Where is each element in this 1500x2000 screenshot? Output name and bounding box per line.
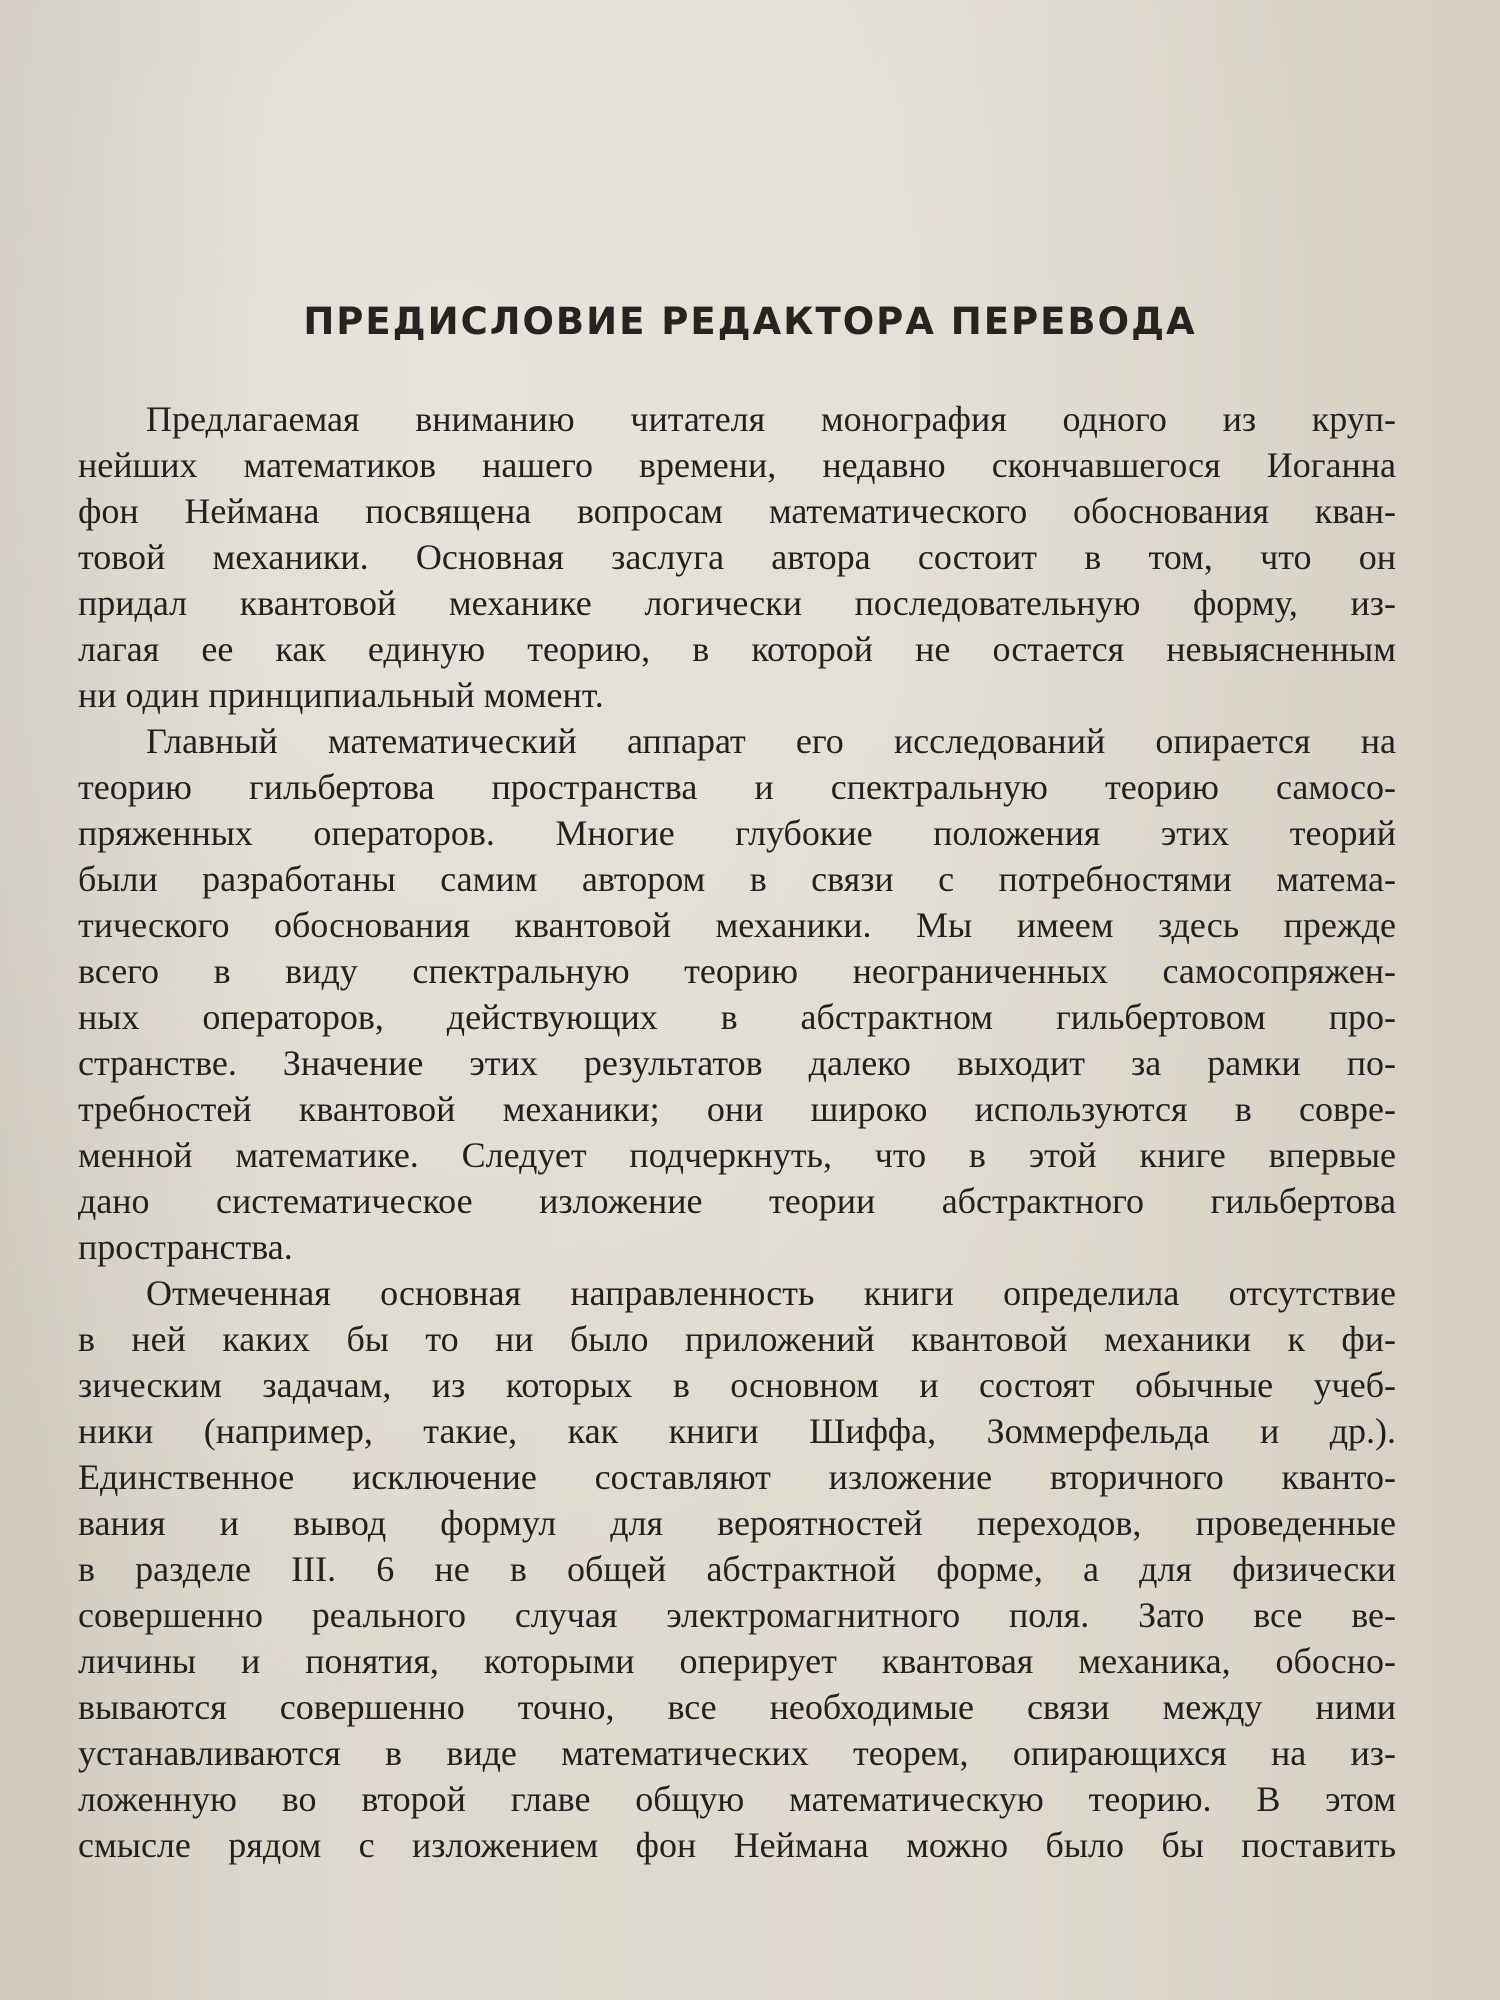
text-line: странстве. Значение этих результатов далеко выходит за рамки по-: [78, 1043, 1396, 1083]
text-line: дано систематическое изложение теории абстрактного гильбертова: [78, 1181, 1396, 1221]
text-line: Единственное исключение составляют изложение вторичного кванто-: [78, 1457, 1396, 1497]
text-line: смысле рядом с изложением фон Неймана можно было бы поставить: [78, 1825, 1396, 1865]
text-line: устанавливаются в виде математических теорем, опирающихся на из-: [78, 1733, 1396, 1773]
text-line: ни один принципиальный момент.: [78, 675, 604, 715]
text-line: в разделе III. 6 не в общей абстрактной форме, а для физически: [78, 1549, 1396, 1589]
text-line: всего в виду спектральную теорию неограниченных самосопряжен-: [78, 951, 1396, 991]
text-line: ники (например, такие, как книги Шиффа, Зоммерфельда и др.).: [78, 1411, 1396, 1451]
page-title: ПРЕДИСЛОВИЕ РЕДАКТОРА ПЕРЕВОДА: [303, 300, 1197, 343]
paragraph: [78, 718, 1396, 1270]
paragraph: [78, 396, 1396, 718]
text-line: ных операторов, действующих в абстрактном гильбертовом про-: [78, 997, 1396, 1037]
text-line: придал квантовой механике логически последовательную форму, из-: [78, 583, 1396, 623]
text-line: были разработаны самим автором в связи с потребностями матема-: [78, 859, 1396, 899]
text-line: Предлагаемая вниманию читателя монография одного из круп-: [146, 399, 1396, 439]
text-line: пряженных операторов. Многие глубокие положения этих теорий: [78, 813, 1396, 853]
text-line: менной математике. Следует подчеркнуть, что в этой книге впервые: [78, 1135, 1396, 1175]
text-line: требностей квантовой механики; они широко используются в совре-: [78, 1089, 1396, 1129]
text-line: пространства.: [78, 1227, 293, 1267]
text-line: лагая ее как единую теорию, в которой не остается невыясненным: [78, 629, 1396, 669]
text-line: фон Неймана посвящена вопросам математического обоснования кван-: [78, 491, 1396, 531]
text-line: нейших математиков нашего времени, недавно скончавшегося Иоганна: [78, 445, 1396, 485]
text-line: зическим задачам, из которых в основном и состоят обычные учеб-: [78, 1365, 1396, 1405]
text-line: совершенно реального случая электромагнитного поля. Зато все ве-: [78, 1595, 1396, 1635]
text-line: личины и понятия, которыми оперирует квантовая механика, обосно-: [78, 1641, 1396, 1681]
text-line: в ней каких бы то ни было приложений квантовой механики к фи-: [78, 1319, 1396, 1359]
text-line: Отмеченная основная направленность книги определила отсутствие: [146, 1273, 1396, 1313]
text-line: тического обоснования квантовой механики. Мы имеем здесь прежде: [78, 905, 1396, 945]
text-line: ложенную во второй главе общую математическую теорию. В этом: [78, 1779, 1396, 1819]
paragraph: [78, 1270, 1396, 1868]
text-line: Главный математический аппарат его исследований опирается на: [146, 721, 1396, 761]
text-line: теорию гильбертова пространства и спектральную теорию самосо-: [78, 767, 1396, 807]
text-line: товой механики. Основная заслуга автора состоит в том, что он: [78, 537, 1396, 577]
body-text: [78, 396, 1396, 1868]
text-line: вания и вывод формул для вероятностей переходов, проведенные: [78, 1503, 1396, 1543]
text-line: вываются совершенно точно, все необходимые связи между ними: [78, 1687, 1396, 1727]
